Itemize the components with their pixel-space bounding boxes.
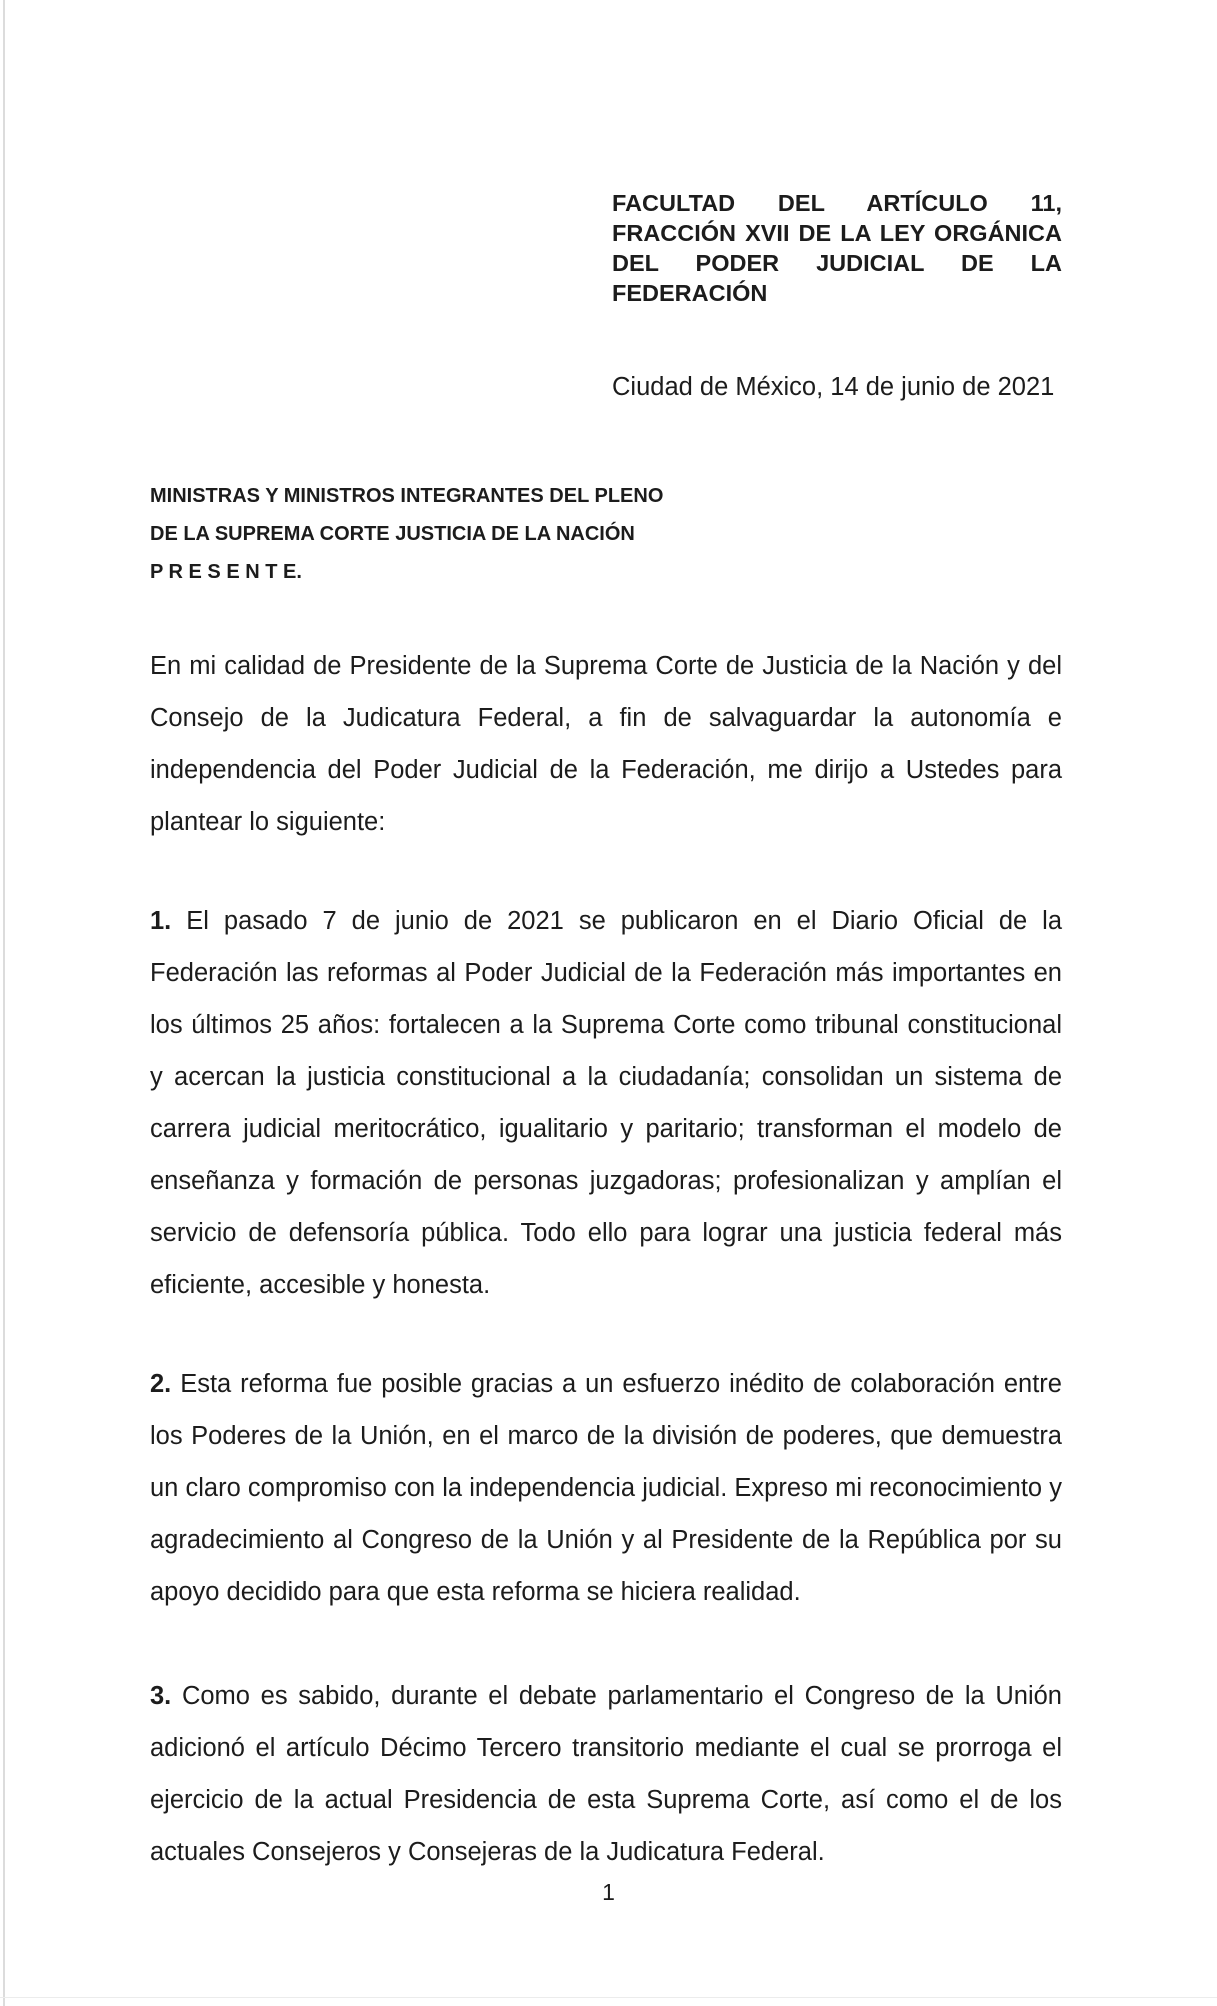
intro-paragraph: En mi calidad de Presidente de la Suprema Corte de Justicia de la Nación y del Consejo de la Judicatura Federal, a fin de salvaguardar la autonomía e independencia del Poder Judicial de la Federación, me dirijo a Ustedes para plantear lo siguiente: bbox=[150, 652, 1062, 836]
numbered-paragraph-1 bbox=[150, 895, 1062, 1311]
paragraph-3-number: 3. bbox=[150, 1682, 172, 1710]
paragraph-1-number: 1. bbox=[150, 907, 172, 935]
paragraph-2-text: Esta reforma fue posible gracias a un esfuerzo inédito de colaboración entre los Poderes de la Unión, en el marco de la división de poderes, que demuestra un claro compromiso con la independencia judicial. Expreso mi reconocimiento y agradecimiento al Congreso de la Unión y al Presidente de la República por su apoyo decidido para que esta reforma se hiciera realidad. bbox=[150, 1370, 1062, 1606]
page-number: 1 bbox=[602, 1879, 615, 1905]
numbered-paragraph-2 bbox=[150, 1358, 1062, 1618]
numbered-paragraph-3 bbox=[150, 1670, 1062, 1878]
addressee-line-1: MINISTRAS Y MINISTROS INTEGRANTES DEL PLENO bbox=[150, 485, 664, 507]
dateline: Ciudad de México, 14 de junio de 2021 bbox=[612, 373, 1055, 401]
addressee-line-3: P R E S E N T E. bbox=[150, 561, 302, 583]
page-bottom-edge-line bbox=[0, 1997, 1217, 1998]
addressee-block bbox=[150, 477, 1062, 591]
paragraph-1-text: El pasado 7 de junio de 2021 se publicaron en el Diario Oficial de la Federación las reformas al Poder Judicial de la Federación más importantes en los últimos 25 años: fortalecen a la Suprema Corte como tribunal constitucional y acercan la justicia constitucional a la ciudadanía; consolidan un sistema de carrera judicial meritocrático, igualitario y paritario; transforman el modelo de enseñanza y formación de personas juzgadoras; profesionalizan y amplían el servicio de defensoría pública. Todo ello para lograr una justicia federal más eficiente, accesible y honesta. bbox=[150, 907, 1062, 1299]
reference-heading: FACULTAD DEL ARTÍCULO 11, FRACCIÓN XVII DE LA LEY ORGÁNICA DEL PODER JUDICIAL DE LA FEDERACIÓN bbox=[612, 190, 1062, 306]
page-left-edge-line bbox=[3, 0, 5, 2006]
addressee-line-2: DE LA SUPREMA CORTE JUSTICIA DE LA NACIÓN bbox=[150, 523, 635, 545]
paragraph-2-number: 2. bbox=[150, 1370, 172, 1398]
paragraph-3-text: Como es sabido, durante el debate parlamentario el Congreso de la Unión adicionó el artículo Décimo Tercero transitorio mediante el cual se prorroga el ejercicio de la actual Presidencia de esta Suprema Corte, así como el de los actuales Consejeros y Consejeras de la Judicatura Federal. bbox=[150, 1682, 1062, 1866]
